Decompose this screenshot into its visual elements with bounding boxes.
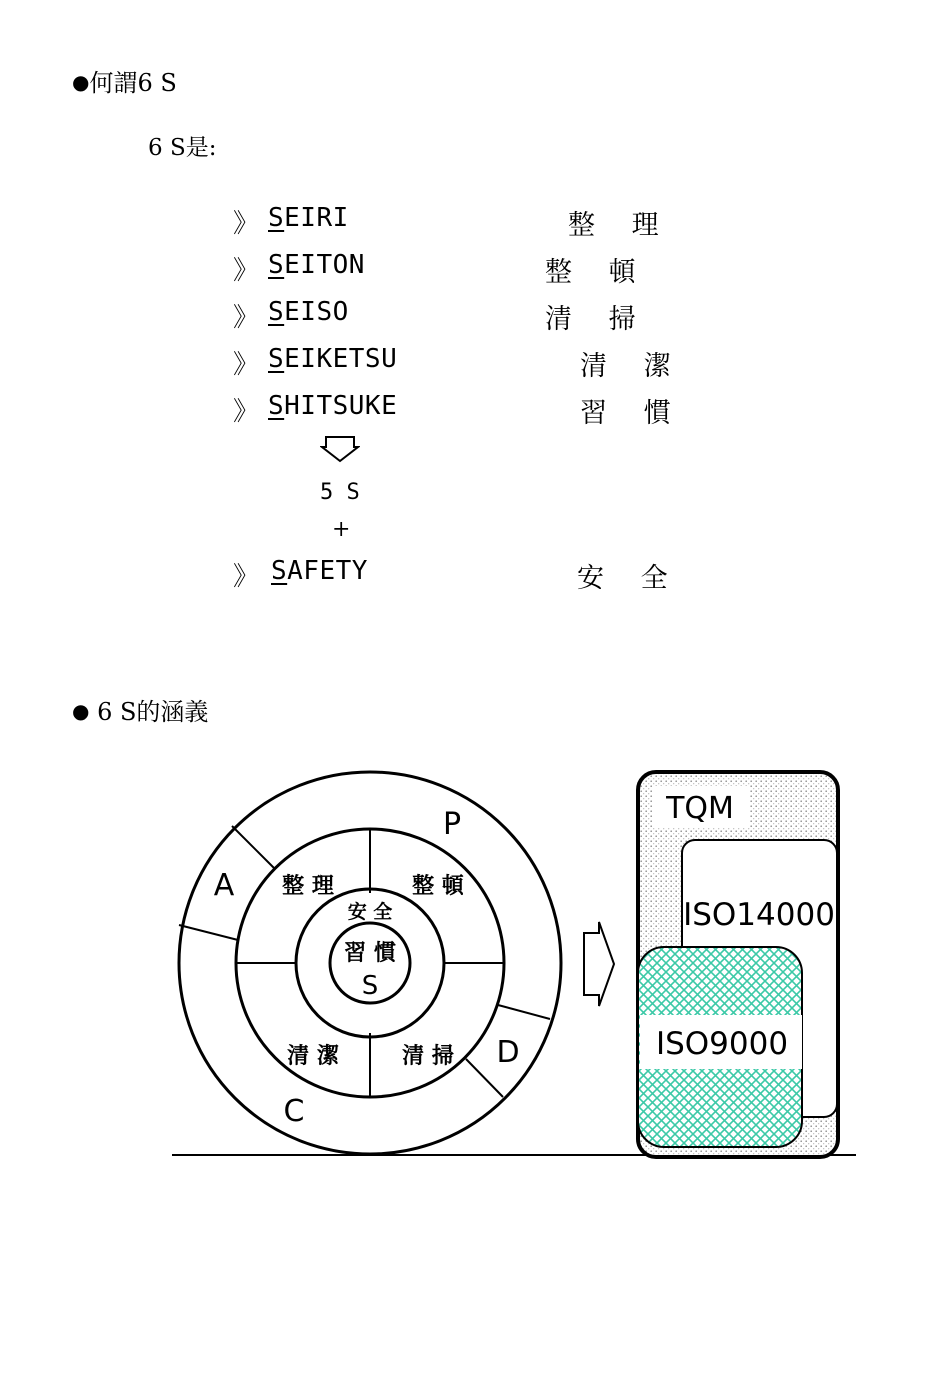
tqm-label: TQM [666, 791, 734, 826]
right-arrow-icon [584, 922, 614, 1006]
quad-seiso: 清 掃 [402, 1044, 454, 1069]
plus-sign: + [332, 517, 351, 542]
term-chinese: 清 潔 [580, 351, 685, 382]
section-title: 6 S的涵義 [97, 698, 209, 726]
chevron-icon: 》 [233, 209, 260, 239]
inner-safety: 安 全 [347, 901, 393, 923]
label-d: D [496, 1035, 520, 1070]
quad-seiketsu: 清 潔 [287, 1044, 339, 1069]
chevron-icon: 》 [233, 562, 260, 592]
section-title: 何謂6 S [89, 69, 177, 97]
core-s: S [361, 971, 379, 1001]
intro-text: 6 S是: [148, 135, 217, 161]
iso9000-label: ISO9000 [655, 1026, 789, 1062]
chevron-icon: 》 [233, 256, 260, 286]
bullet-icon: ● [72, 70, 90, 94]
label-c: C [283, 1094, 305, 1129]
bullet-icon: ● [72, 699, 90, 723]
quad-seiton: 整 頓 [412, 874, 464, 899]
core-habit: 習 慣 [344, 941, 396, 966]
label-p: P [442, 807, 462, 842]
iso14000-label: ISO14000 [683, 897, 835, 933]
term-chinese: 整 理 [568, 210, 673, 241]
term-first-letter: S [268, 203, 285, 233]
chevron-icon: 》 [233, 350, 260, 380]
term-rest: EIKETSU [284, 344, 398, 374]
chevron-icon: 》 [233, 397, 260, 427]
safety-chinese: 安 全 [577, 563, 682, 594]
standards-stack [638, 772, 838, 1157]
quad-seiri: 整 理 [282, 874, 334, 899]
label-a: A [213, 868, 235, 903]
term-chinese: 習 慣 [580, 398, 685, 429]
term-rest: EIRI [284, 203, 349, 233]
term-chinese: 整 頓 [545, 257, 650, 288]
term-first-letter: S [268, 391, 285, 421]
pdca-wheel [179, 772, 561, 1154]
term-rest: EISO [284, 297, 349, 327]
term-first-letter: S [268, 250, 285, 280]
safety-first-letter: S [271, 556, 288, 586]
term-first-letter: S [268, 297, 285, 327]
safety-rest: AFETY [287, 556, 368, 586]
term-rest: EITON [284, 250, 365, 280]
chevron-icon: 》 [233, 303, 260, 333]
term-chinese: 清 掃 [545, 304, 650, 335]
term-first-letter: S [268, 344, 285, 374]
five-s-label: 5 S [320, 480, 360, 505]
term-rest: HITSUKE [284, 391, 398, 421]
